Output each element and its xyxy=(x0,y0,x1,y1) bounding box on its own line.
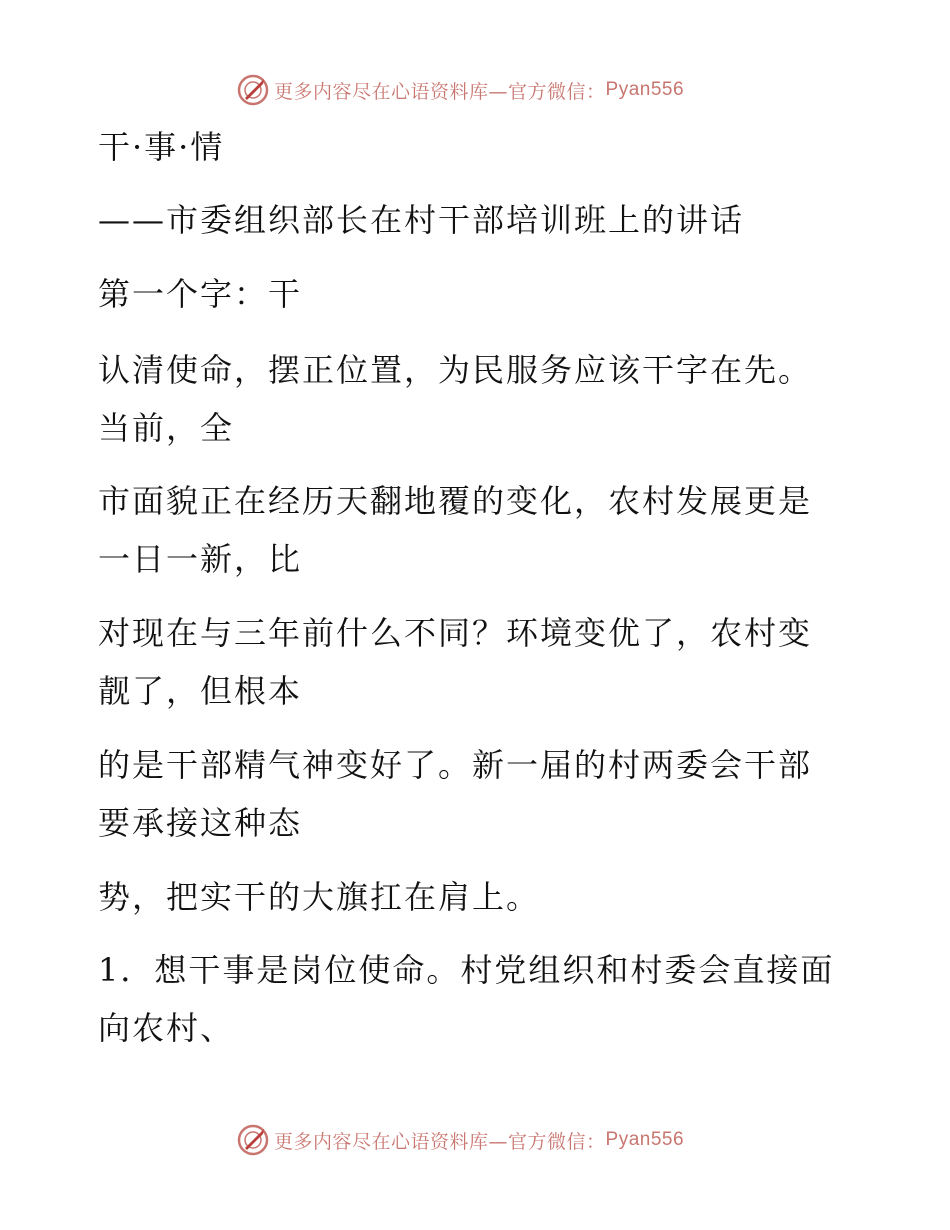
watermark-text: 更多内容尽在心语资料库—官方微信： xyxy=(274,80,606,103)
watermark-header xyxy=(236,73,684,107)
body-line: 一日一新，比 xyxy=(98,540,303,578)
watermark-wechat-id: Pyan556 xyxy=(605,1129,685,1150)
body-line: 认清使命，摆正位置，为民服务应该干字在先。 xyxy=(98,351,813,389)
section-heading: 第一个字：干 xyxy=(98,275,303,313)
watermark-footer xyxy=(236,1123,684,1157)
document-subtitle: ——市委组织部长在村干部培训班上的讲话 xyxy=(98,201,745,239)
watermark-wechat-id: Pyan556 xyxy=(605,79,685,100)
pen-logo-icon xyxy=(236,1123,270,1157)
body-line: 的是干部精气神变好了。新一届的村两委会干部 xyxy=(98,746,813,784)
body-line: 市面貌正在经历天翻地覆的变化，农村发展更是 xyxy=(98,482,813,520)
document-title: 干·事·情 xyxy=(98,128,225,166)
watermark-text: 更多内容尽在心语资料库—官方微信： xyxy=(274,1130,606,1153)
body-line: 当前，全 xyxy=(98,409,235,447)
body-line: 对现在与三年前什么不同？环境变优了，农村变 xyxy=(98,614,813,652)
numbered-paragraph-line: 1．想干事是岗位使命。村党组织和村委会直接面 xyxy=(98,951,835,989)
body-line: 势，把实干的大旗扛在肩上。 xyxy=(98,878,541,916)
pen-logo-icon xyxy=(236,73,270,107)
body-line: 要承接这种态 xyxy=(98,804,303,842)
body-line: 向农村、 xyxy=(98,1009,235,1047)
body-line: 靓了，但根本 xyxy=(98,672,303,710)
